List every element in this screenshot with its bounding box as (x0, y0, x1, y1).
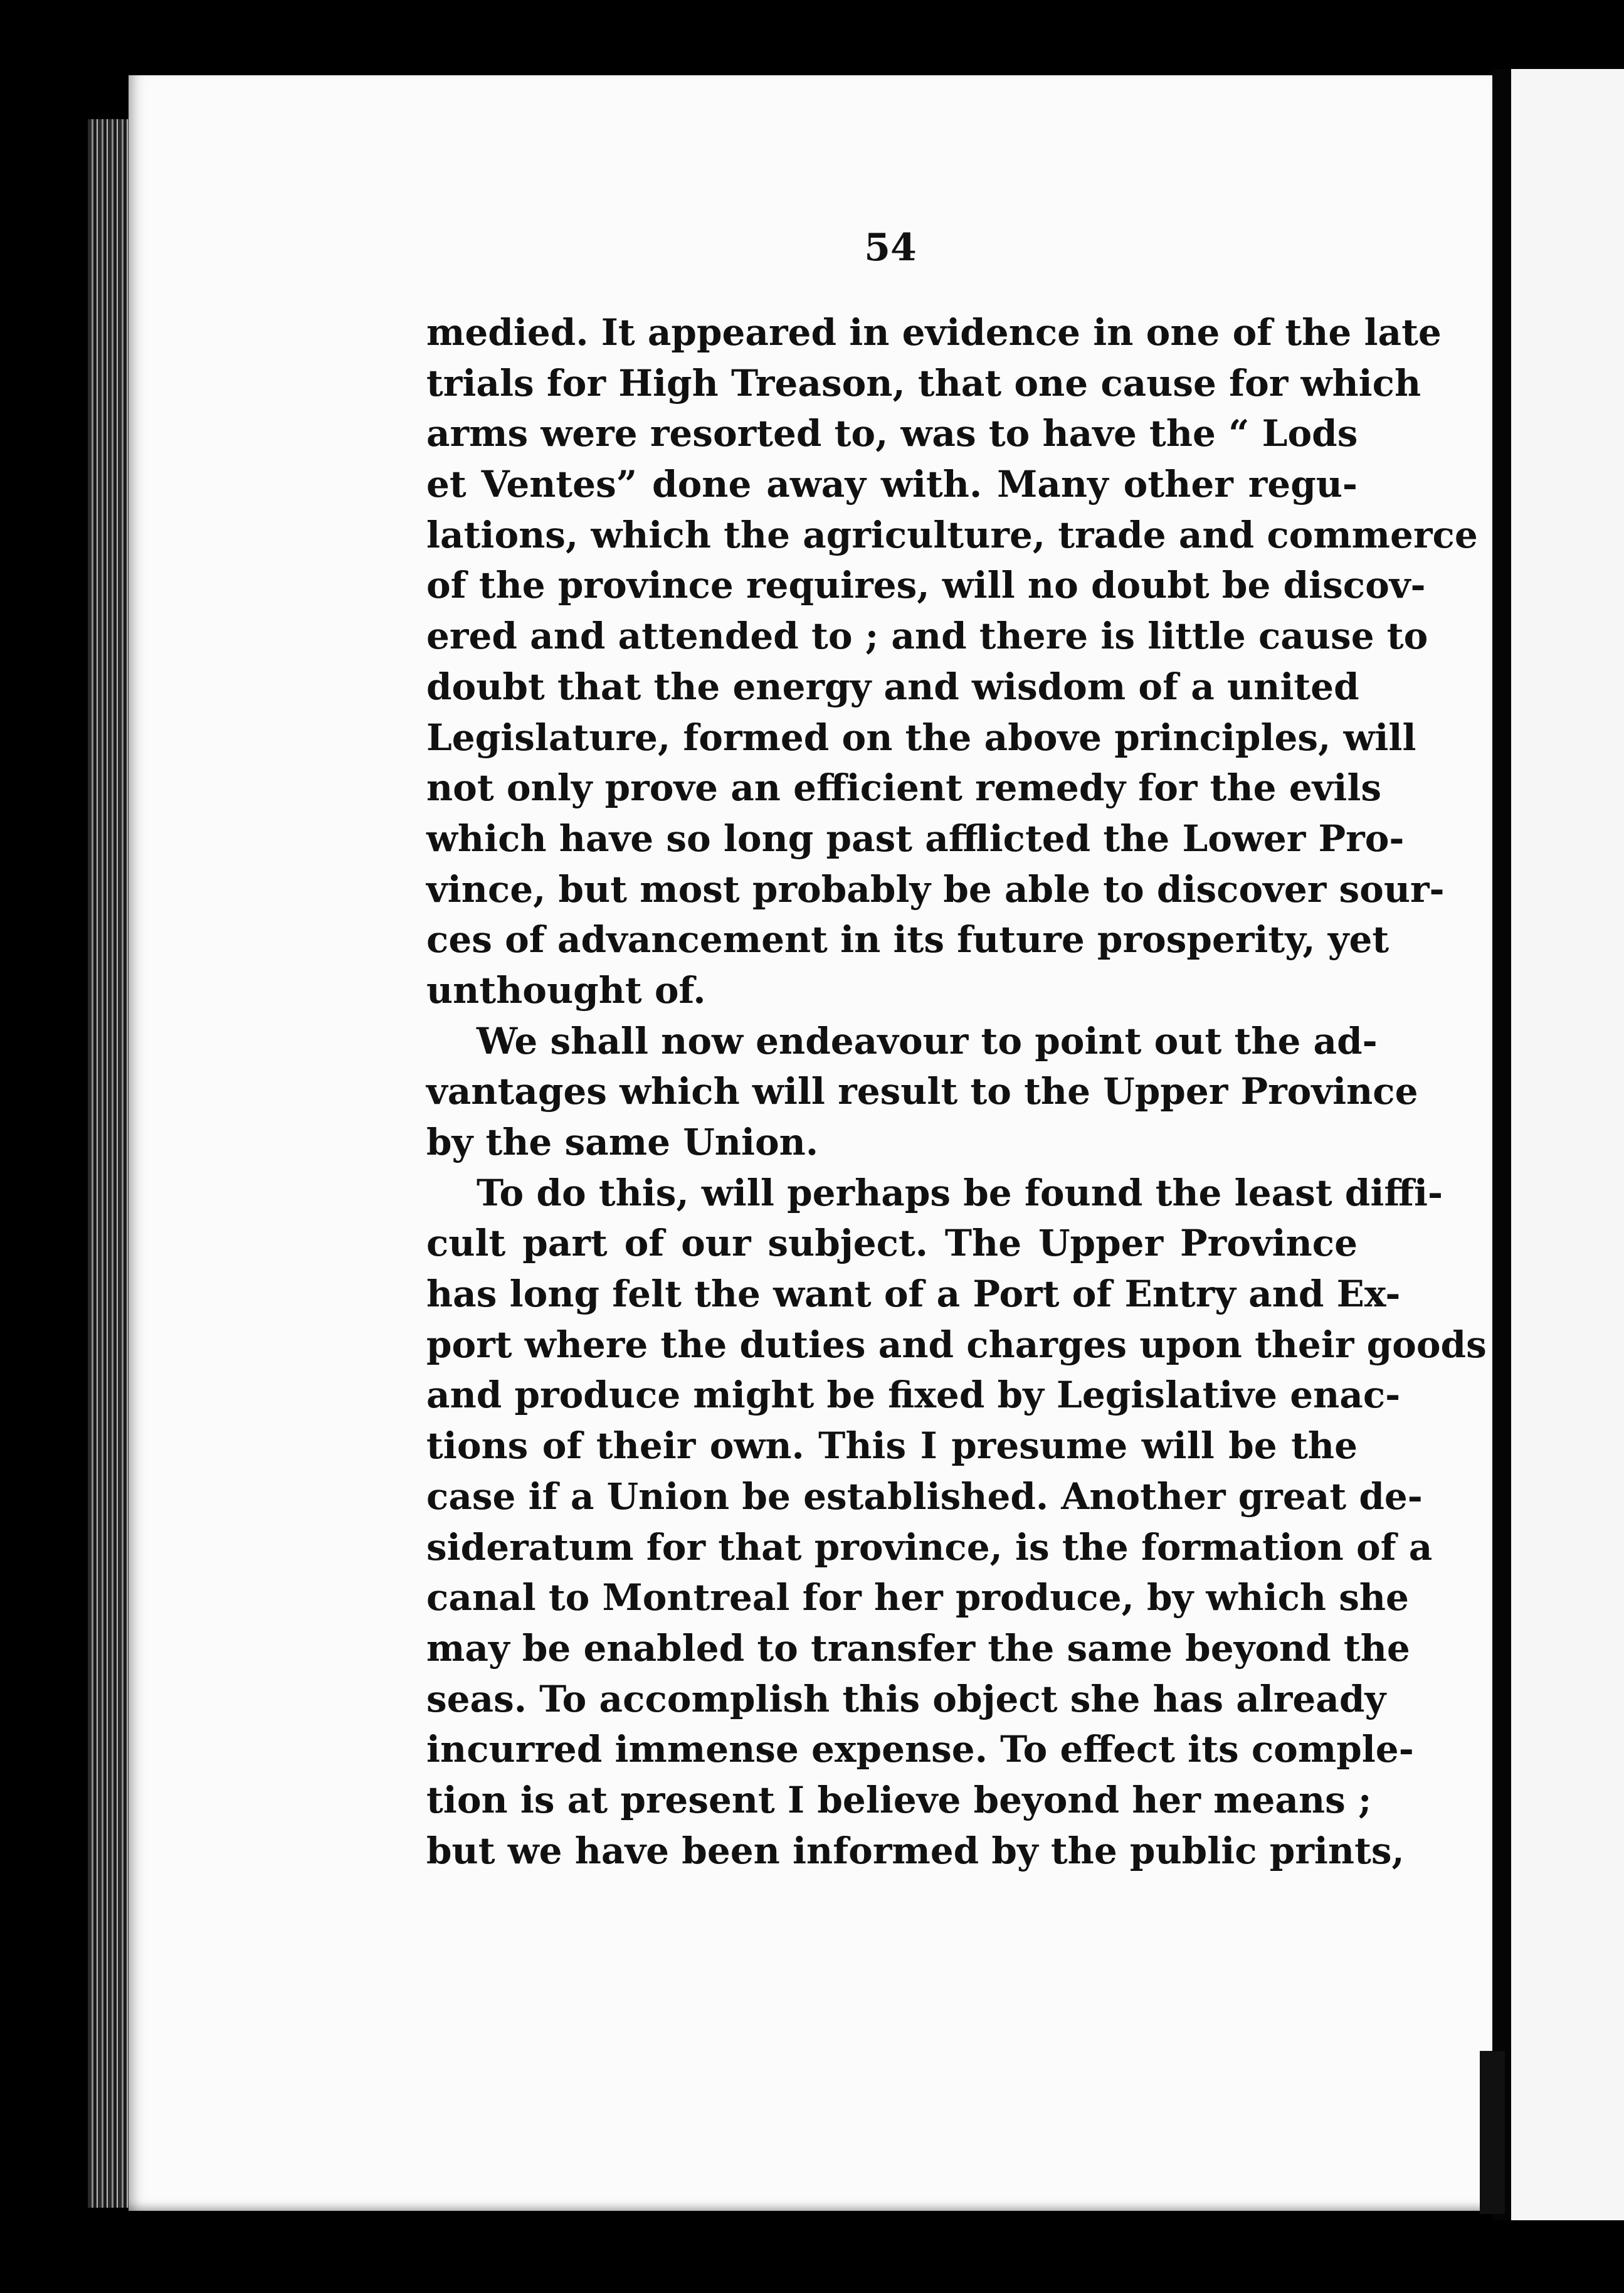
next-page-sliver (1511, 69, 1624, 2220)
text-line: trials for High Treason, that one cause for which (426, 361, 1421, 405)
text-line: ered and attended to ; and there is little cause to (426, 615, 1428, 658)
text-line: case if a Union be established. Another great de- (426, 1475, 1423, 1518)
book-gutter (1492, 69, 1511, 2220)
text-line: Legislature, formed on the above principles, will (426, 716, 1416, 759)
text-line: unthought of. (426, 968, 706, 1012)
text-line: vince, but most probably be able to discover sour- (426, 867, 1445, 911)
page-number: 54 (864, 226, 917, 270)
text-line: which have so long past afflicted the Lower Pro- (426, 817, 1405, 860)
text-line: has long felt the want of a Port of Entry and Ex- (426, 1273, 1401, 1316)
text-line: doubt that the energy and wisdom of a united (426, 665, 1359, 708)
text-line: canal to Montreal for her produce, by which she (426, 1576, 1409, 1619)
text-line: sideratum for that province, is the formation of a (426, 1525, 1433, 1569)
text-line: medied. It appeared in evidence in one of the late (426, 311, 1442, 354)
text-line: may be enabled to transfer the same beyond the (426, 1626, 1410, 1670)
text-line: arms were resorted to, was to have the “ Lods (426, 412, 1358, 455)
text-line: lations, which the agriculture, trade and commerce (426, 513, 1478, 556)
text-line: incurred immense expense. To effect its comple- (426, 1728, 1414, 1771)
text-line: cult part of our subject. The Upper Province (426, 1222, 1358, 1265)
text-line: tions of their own. This I presume will be the (426, 1424, 1358, 1468)
text-line: ces of advancement in its future prosperity, yet (426, 918, 1389, 961)
text-line: but we have been informed by the public prints, (426, 1829, 1405, 1872)
text-line: and produce might be fixed by Legislative enac- (426, 1374, 1401, 1417)
text-line: et Ventes” done away with. Many other regu- (426, 463, 1358, 506)
text-line: We shall now endeavour to point out the ad- (477, 1019, 1378, 1062)
next-page-dark-edge (1480, 2051, 1505, 2214)
text-line: tion is at present I believe beyond her means ; (426, 1778, 1372, 1821)
text-line: port where the duties and charges upon their goods (426, 1323, 1487, 1366)
body-text (426, 307, 1487, 1876)
text-line: vantages which will result to the Upper Province (426, 1070, 1418, 1113)
text-line: not only prove an efficient remedy for the evils (426, 766, 1382, 810)
text-line: To do this, will perhaps be found the least diffi- (477, 1171, 1443, 1214)
text-line: seas. To accomplish this object she has already (426, 1677, 1386, 1720)
text-line: by the same Union. (426, 1121, 819, 1163)
text-line: of the province requires, will no doubt be discov- (426, 564, 1426, 607)
